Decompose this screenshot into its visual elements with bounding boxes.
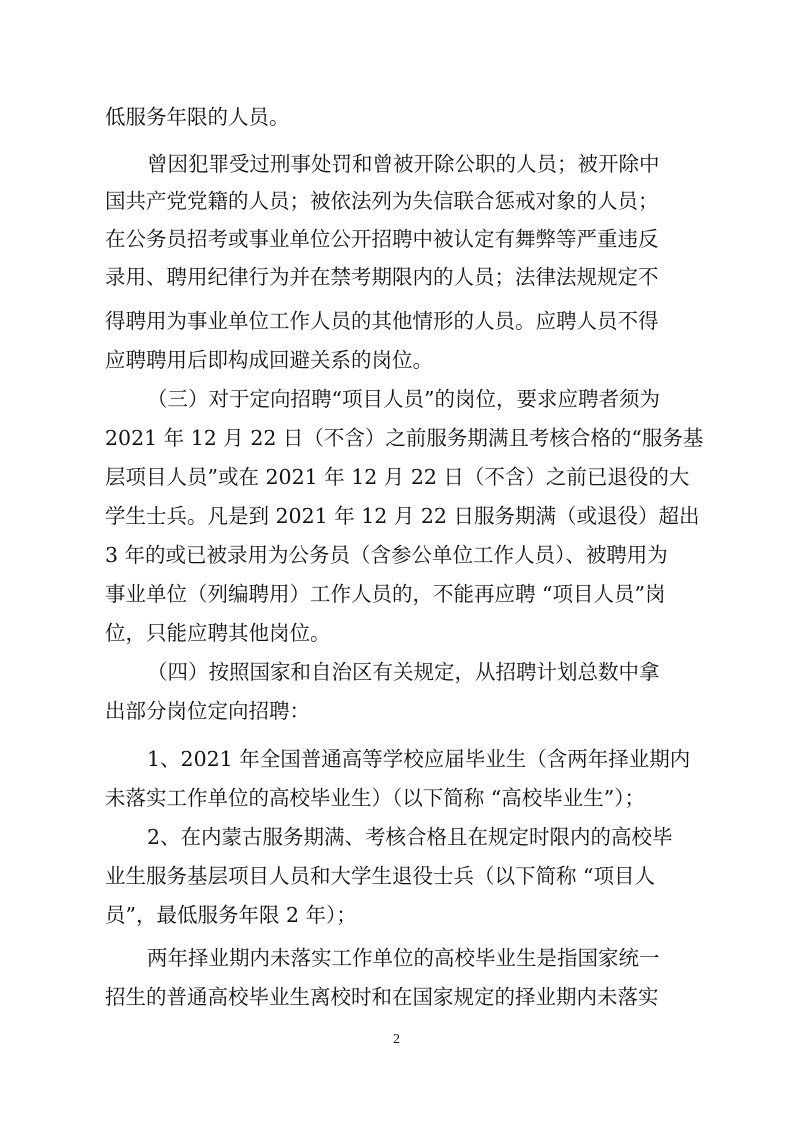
text-line: 招生的普通高校毕业生离校时和在国家规定的择业期内未落实 — [105, 985, 659, 1009]
text-line: 低服务年限的人员。 — [105, 105, 290, 129]
text-line: 未落实工作单位的高校毕业生）（以下简称 “高校毕业生”）； — [105, 786, 645, 810]
text-line: （三）对于定向招聘“项目人员”的岗位，要求应聘者须为 — [147, 387, 660, 411]
page-number: 2 — [393, 1032, 400, 1047]
text-line: 学生士兵。凡是到 2021 年 12 月 22 日服务期满（或退役）超出 — [105, 504, 700, 528]
text-line: 得聘用为事业单位工作人员的其他情形的人员。应聘人员不得 — [105, 309, 659, 333]
text-line: 2021 年 12 月 22 日（不含）之前服务期满且考核合格的“服务基 — [105, 426, 704, 450]
text-line: 在公务员招考或事业单位公开招聘中被认定有舞弊等严重违反 — [105, 227, 659, 251]
text-line: 国共产党党籍的人员；被依法列为失信联合惩戒对象的人员； — [105, 189, 659, 213]
text-line: 1、2021 年全国普通高等学校应届毕业生（含两年择业期内 — [147, 747, 691, 771]
text-line: 两年择业期内未落实工作单位的高校毕业生是指国家统一 — [147, 946, 660, 970]
text-line: 位，只能应聘其他岗位。 — [105, 621, 331, 645]
text-line: 业生服务基层项目人员和大学生退役士兵（以下简称 “项目人 — [105, 864, 655, 888]
text-line: 层项目人员”或在 2021 年 12 月 22 日（不含）之前已退役的大 — [105, 465, 690, 489]
text-line: 录用、聘用纪律行为并在禁考期限内的人员；法律法规规定不 — [105, 265, 659, 289]
text-line: 事业单位（列编聘用）工作人员的，不能再应聘 “项目人员”岗 — [105, 582, 666, 606]
text-line: 曾因犯罪受过刑事处罚和曾被开除公职的人员；被开除中 — [147, 152, 660, 176]
text-line: 应聘聘用后即构成回避关系的岗位。 — [105, 348, 433, 372]
text-line: 员”，最低服务年限 2 年）； — [105, 903, 357, 927]
text-line: 3 年的或已被录用为公务员（含参公单位工作人员）、被聘用为 — [105, 543, 668, 567]
text-line: 出部分岗位定向招聘： — [105, 699, 310, 723]
text-line: 2、在内蒙古服务期满、考核合格且在规定时限内的高校毕 — [147, 825, 673, 849]
text-line: （四）按照国家和自治区有关规定，从招聘计划总数中拿 — [147, 660, 660, 684]
